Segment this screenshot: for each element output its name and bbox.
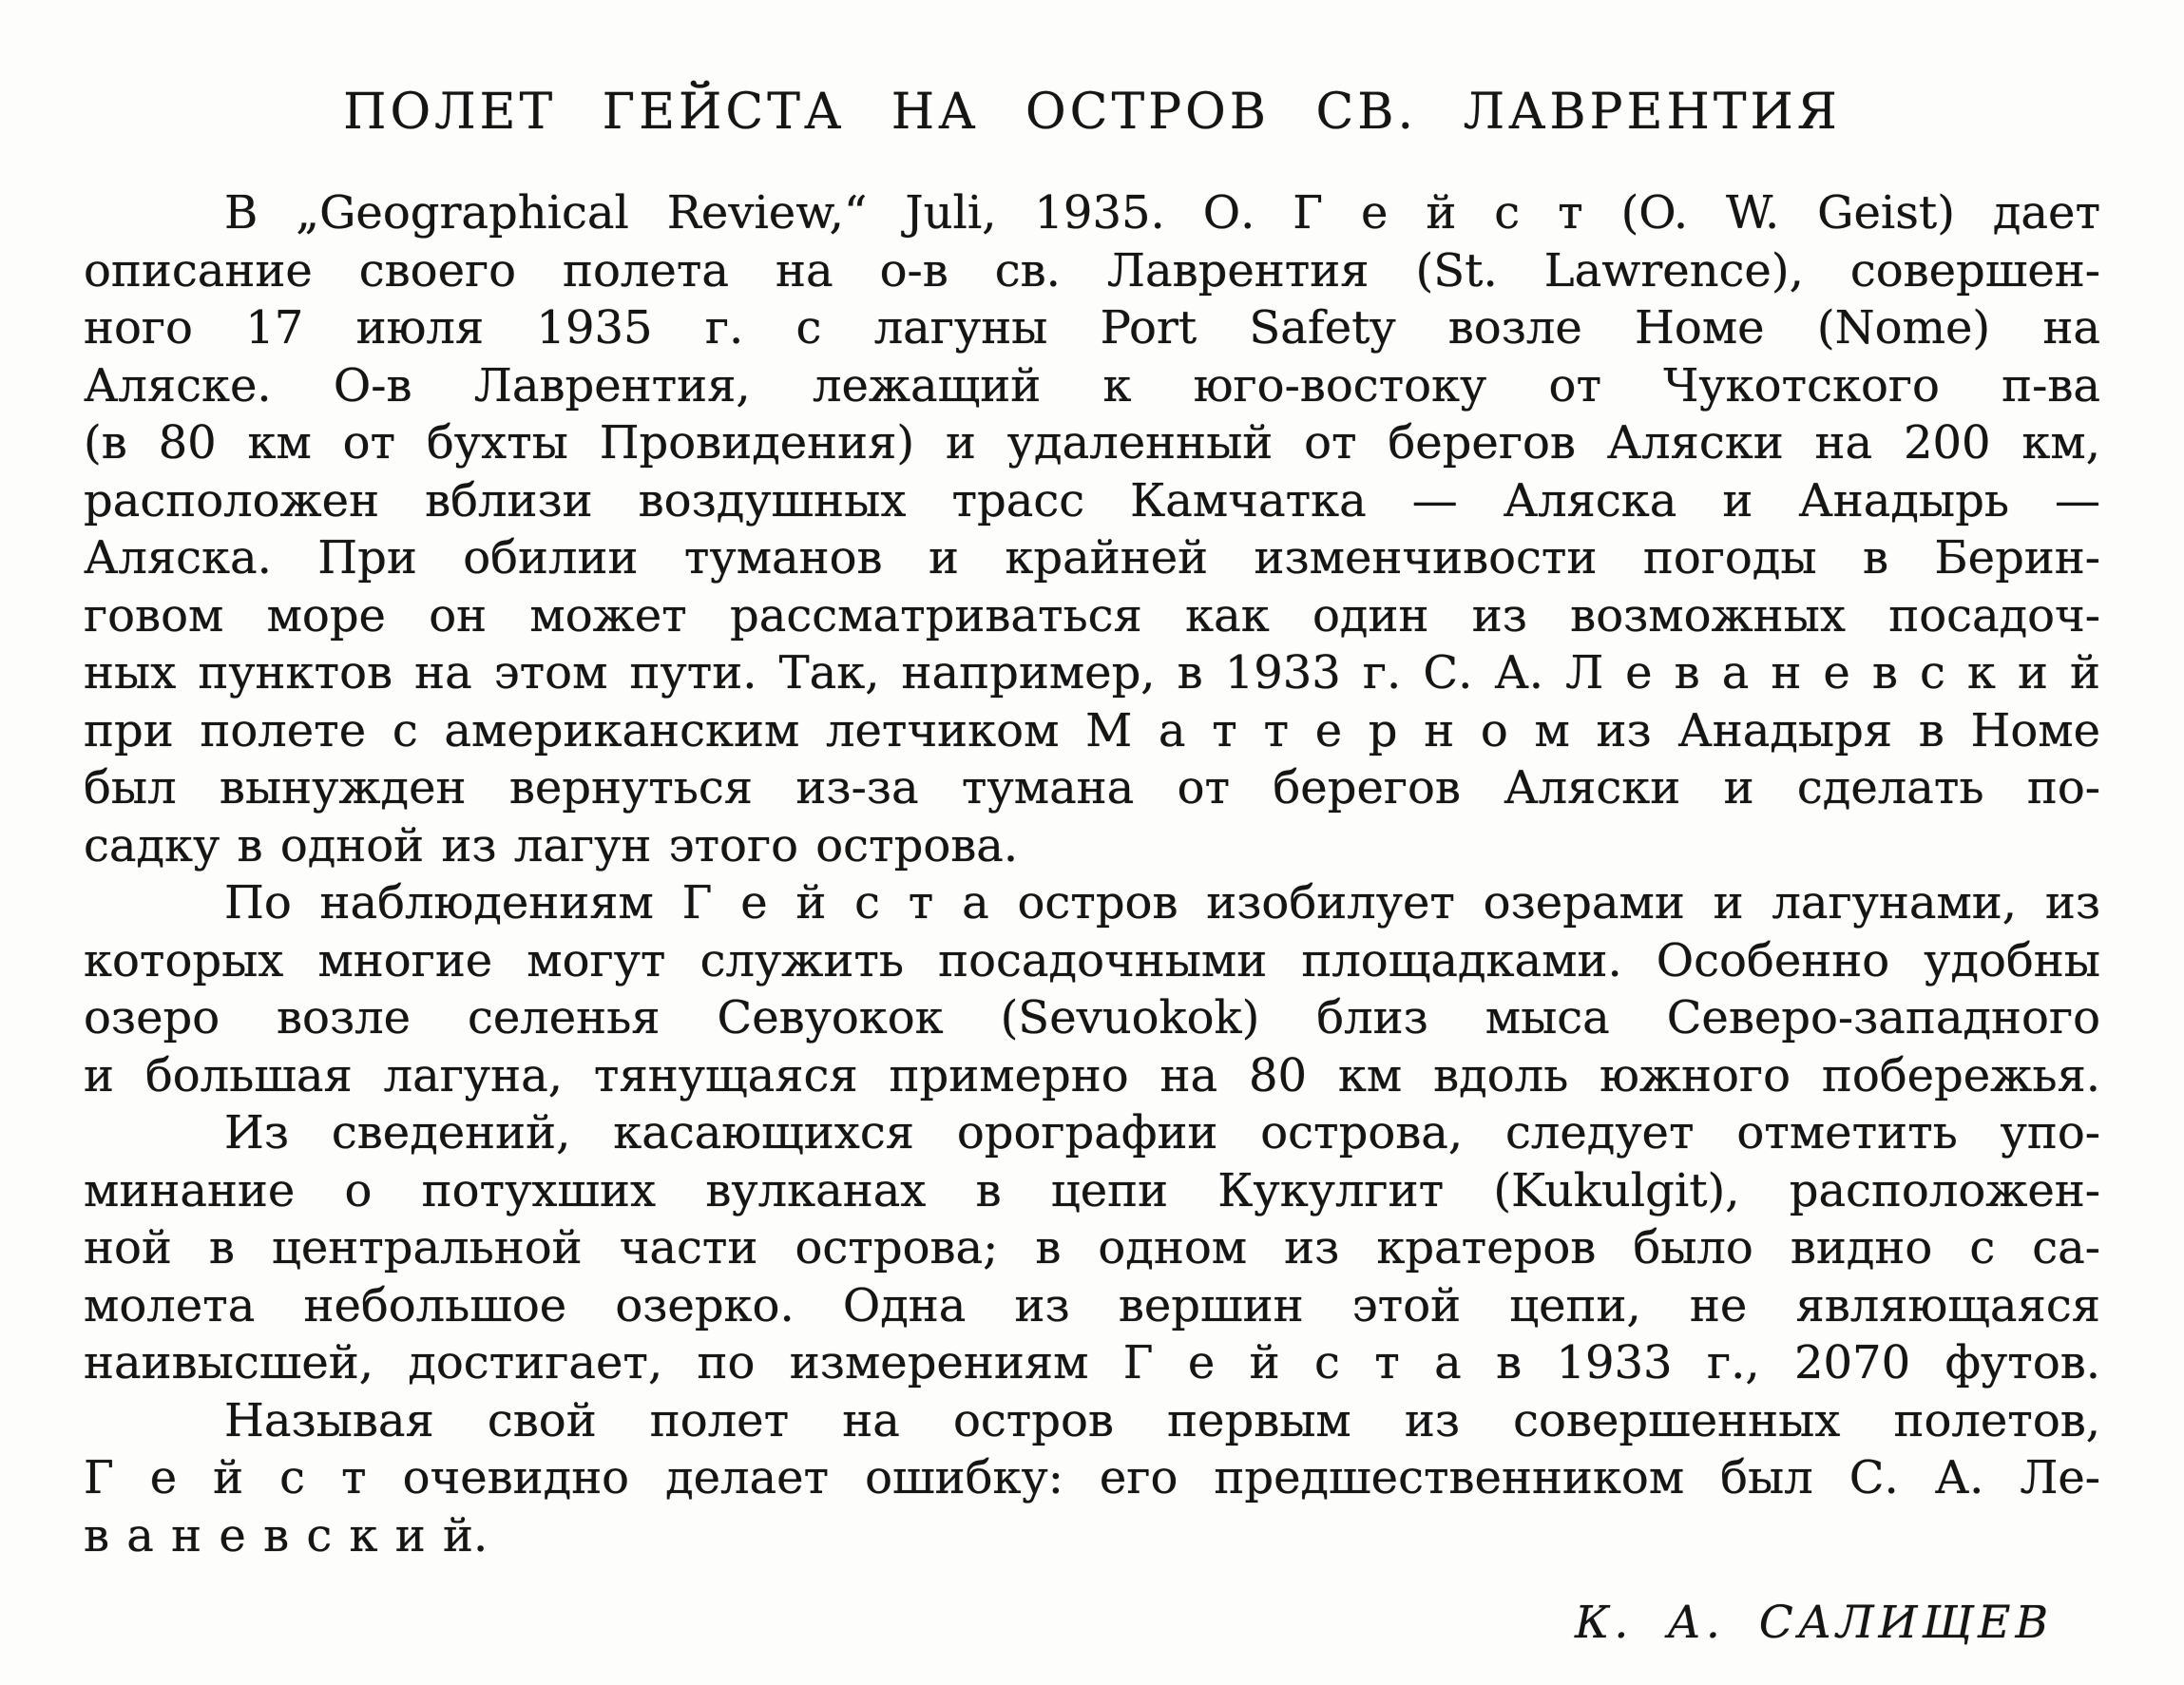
text-line: Аляске. О-в Лаврентия, лежащий к юго-востоку от Чукотского п-ва [84,358,2100,412]
text-line: был вынужден вернуться из-за тумана от берегов Аляски и сделать по- [84,761,2100,814]
text-line: (в 80 км от бухты Провидения) и удаленный от берегов Аляски на 200 км, [84,416,2100,469]
text-line: при полете с американским летчиком М а т т е р н о м из Анадыря в Номе [84,703,2100,757]
text-line: и большая лагуна, тянущаяся примерно на 80 км вдоль южного побережья. [84,1048,2100,1102]
text-line: говом море он может рассматриваться как один из возможных посадоч- [84,588,2100,642]
text-line: описание своего полета на о-в св. Лаврентия (St. Lawrence), совершен- [84,243,2100,297]
paragraph [84,184,2100,874]
text-line: ного 17 июля 1935 г. с лагуны Port Safety возле Номе (Nome) на [84,301,2100,354]
article-body [84,184,2100,1564]
text-line: которых многие могут служить посадочными площадками. Особенно удобны [84,933,2100,987]
text-line: молета небольшое озерко. Одна из вершин этой цепи, не являющаяся [84,1278,2100,1332]
text-line: Называя свой полет на остров первым из совершенных полетов, [224,1393,2100,1447]
author-signature: К. А. САЛИЩЕВ [1575,1597,2053,1649]
text-line: По наблюдениям Г е й с т а остров изобилует озерами и лагунами, из [224,876,2100,929]
text-line: ных пунктов на этом пути. Так, например, в 1933 г. С. А. Л е в а н е в с к и й [84,646,2100,699]
article-title: ПОЛЕТ ГЕЙСТА НА ОСТРОВ СВ. ЛАВРЕНТИЯ [343,84,1841,141]
paragraph [84,1392,2100,1565]
text-line: садку в одной из лагун этого острова. [84,818,1019,872]
text-line: ной в центральной части острова; в одном из кратеров было видно с са- [84,1221,2100,1274]
text-line: Из сведений, касающихся орографии острова, следует отметить упо- [224,1106,2100,1159]
text-line: в а н е в с к и й. [84,1508,489,1562]
paragraph [84,874,2100,1104]
text-line: минание о потухших вулканах в цепи Кукулгит (Kukulgit), расположен- [84,1163,2100,1217]
text-line: Г е й с т очевидно делает ошибку: его предшественником был С. А. Ле- [84,1451,2100,1504]
paragraph [84,1104,2100,1392]
text-line: Аляска. При обилии туманов и крайней изменчивости погоды в Берин- [84,531,2100,584]
text-line: расположен вблизи воздушных трасс Камчатка — Аляска и Анадырь — [84,473,2100,527]
text-line: наивысшей, достигает, по измерениям Г е й с т а в 1933 г., 2070 футов. [84,1336,2100,1389]
text-line: В „Geographical Review,“ Juli, 1935. О. Г е й с т (O. W. Geist) дает [224,186,2100,239]
text-line: озеро возле селенья Севуокок (Sevuokok) близ мыса Северо-западного [84,991,2100,1044]
